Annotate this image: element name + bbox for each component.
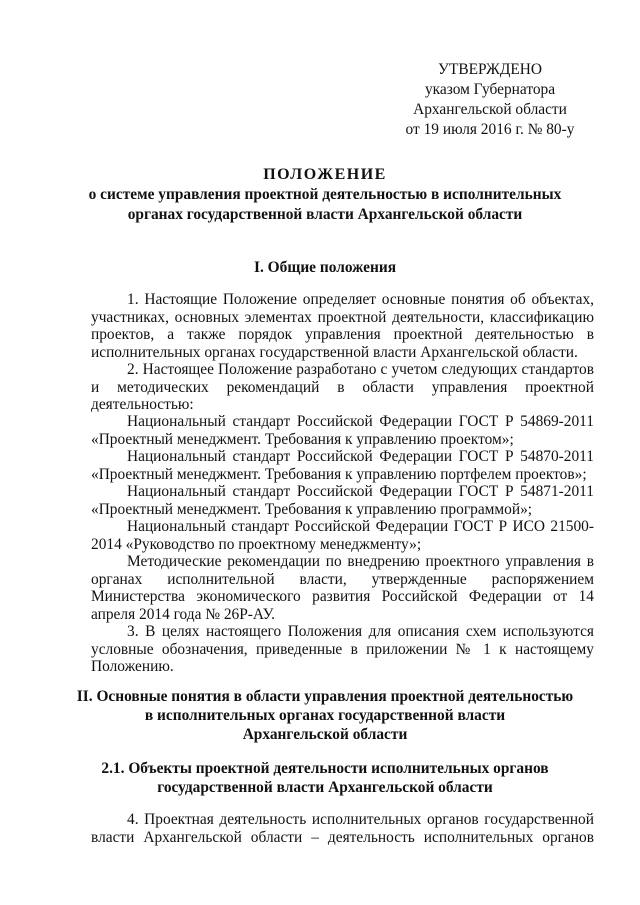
paragraph: 3. В целях настоящего Положения для описания схем используются условные обозначения, приведенные в приложении № 1 к настоящему Положению. [91, 623, 594, 676]
paragraph: Национальный стандарт Российской Федерации ГОСТ Р 54869-2011 «Проектный менеджмент. Требования к управлению проектом»; [91, 413, 594, 448]
section-heading: I. Общие положения [253, 259, 397, 276]
section-heading: в исполнительных органах государственной власти [144, 707, 506, 724]
paragraph: 4. Проектная деятельность исполнительных органов государственной власти Архангельской области – деятельность исполнительных органов [91, 811, 594, 846]
section-heading: II. Основные понятия в области управления проектной деятельностью [76, 688, 574, 705]
paragraph: Методические рекомендации по внедрению проектного управления в органах исполнительной власти, утвержденные распоряжением Министерства экономического развития Российской Федерации от 14 апреля 2014 года № 26Р-АУ. [91, 553, 594, 623]
title-subtitle: органах государственной власти Архангельской области [127, 206, 523, 223]
paragraph: Национальный стандарт Российской Федерации ГОСТ Р 54870-2011 «Проектный менеджмент. Требования к управлению портфелем проектов»; [91, 448, 594, 483]
subsection-heading: государственной власти Архангельской области [157, 779, 493, 796]
title-main: ПОЛОЖЕНИЕ [263, 166, 387, 183]
title-subtitle: о системе управления проектной деятельностью в исполнительных [88, 186, 562, 203]
paragraph: 2. Настоящее Положение разработано с учетом следующих стандартов и методических рекомендаций в области управления проектной деятельностью: [91, 361, 594, 414]
approval-line: Архангельской области [413, 101, 567, 118]
paragraph: 1. Настоящие Положение определяет основные понятия об объектах, участниках, основных элементах проектной деятельности, классификацию проектов, а также порядок управления проектной деятельностью в исполнительных органах государственной власти Архангельской области. [91, 291, 594, 361]
section-heading: Архангельской области [242, 726, 408, 743]
paragraph: Национальный стандарт Российской Федерации ГОСТ Р ИСО 21500-2014 «Руководство по проектному менеджменту»; [91, 518, 594, 553]
subsection-heading: 2.1. Объекты проектной деятельности исполнительных органов [101, 760, 549, 777]
approval-stamp [395, 60, 585, 140]
paragraph: Национальный стандарт Российской Федерации ГОСТ Р 54871-2011 «Проектный менеджмент. Требования к управлению программой»; [91, 483, 594, 518]
approval-line: от 19 июля 2016 г. № 80-у [405, 121, 575, 138]
approval-line: УТВЕРЖДЕНО [438, 61, 542, 78]
document-title [60, 165, 590, 225]
approval-line: указом Губернатора [424, 81, 556, 98]
